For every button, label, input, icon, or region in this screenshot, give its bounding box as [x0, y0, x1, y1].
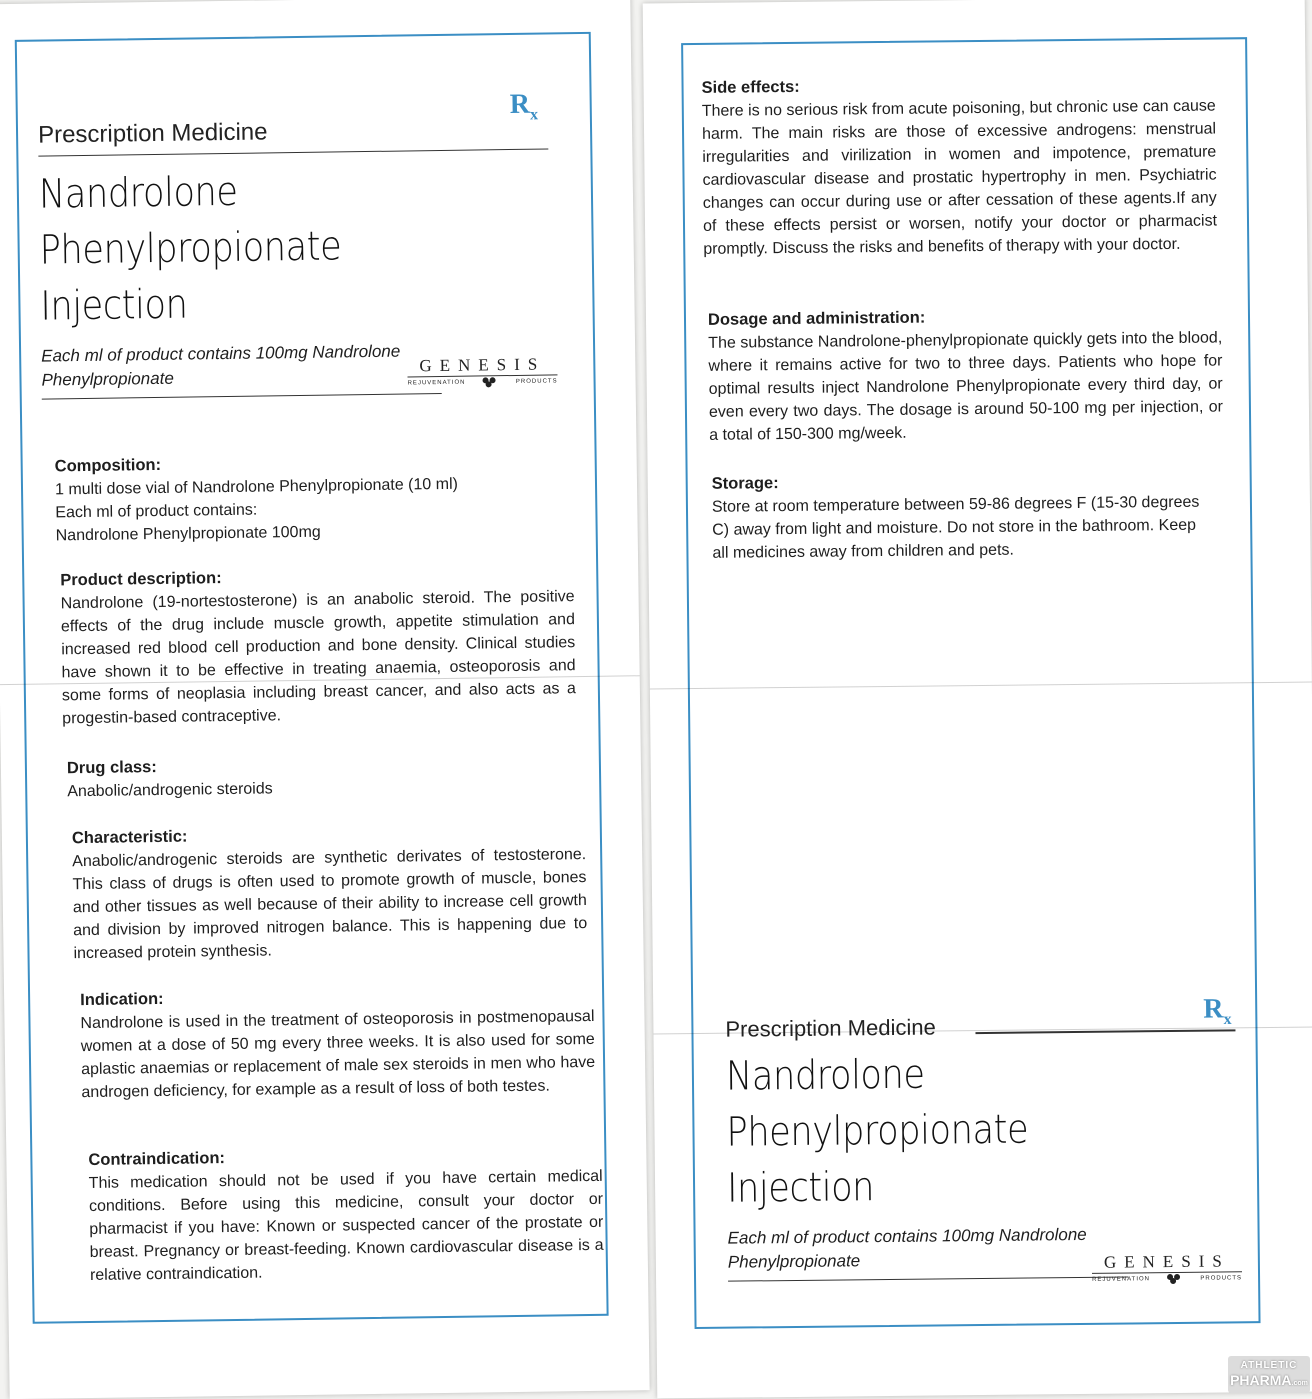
characteristic-section: Characteristic: Anabolic/androgenic steroids are synthetic derivates of testosterone. This class of drugs is often used to promote growth of muscle, bones and other tissues as well because of their ability to increase cell growth and division by improved nitrogen balance. This is happening due to increased protein synthesis. — [72, 820, 588, 965]
side-effects-heading: Side effects: — [701, 77, 800, 97]
rx-icon: $R_x$ — [1203, 993, 1232, 1029]
composition-section: Composition: 1 multi dose vial of Nandrolone Phenylpropionate (10 ml) Each ml of product contains: Nandrolone Phenylpropionate 100mg — [55, 448, 556, 547]
description-section: Product description: Nandrolone (19-nortestosterone) is an anabolic steroid. The positive effects of the drug include muscle growth, appetite stimulation and increased red blood cell production and bone density. Clinical studies have shown it to be effective in treating anaemia, osteoporosis and some forms of neoplasia including breast cancer, and also acts as a progestin-based contraceptive. — [60, 562, 576, 730]
rx-icon: $R_x$ — [509, 88, 539, 124]
storage-section: Storage: Store at room temperature between 59-86 degrees F (15-30 degrees C) away from light and moisture. Do not store in the bathroom. Keep all medicines away from children and pets. — [712, 468, 1203, 565]
dosage-section: Dosage and administration: The substance Nandrolone-phenylpropionate quickly gets into the blood, where it remains active for two to three days. Patients who hope for optimal results inject Nandrolone Phenylpropionate every third day, or even every two days. The dosage is around 50-100 mg per injection, or a total of 150-300 mg/week. — [708, 303, 1223, 446]
product-subtitle: Each ml of product contains 100mg Nandrolone Phenylpropionate — [727, 1222, 1128, 1281]
contraindication-heading: Contraindication: — [88, 1149, 226, 1169]
drug-class-section: Drug class: Anabolic/androgenic steroids — [67, 750, 568, 803]
drug-class-heading: Drug class: — [66, 758, 157, 778]
indication-heading: Indication: — [80, 989, 164, 1010]
indication-section: Indication: Nandrolone is used in the treatment of osteoporosis in postmenopausal women at a dose of 50 mg every three weeks. It is also used for some aplastic anaemias or replacement of male sex steroids in men who have androgen deficiency, for example as a result of loss of both testes. — [80, 982, 596, 1104]
watermark-logo: ATHLETIC PHARMA.com — [1228, 1356, 1310, 1393]
genesis-logo: GENESIS REJUVENATION PRODUCTS — [407, 354, 558, 386]
left-leaflet-page — [0, 0, 650, 1399]
product-header-bottom — [725, 1011, 1238, 1281]
product-subtitle: Each ml of product contains 100mg Nandrolone Phenylpropionate — [41, 339, 442, 400]
composition-heading: Composition: — [54, 455, 162, 476]
logo-dots-icon — [483, 377, 499, 386]
description-heading: Product description: — [60, 569, 222, 590]
logo-dots-icon — [1167, 1274, 1183, 1283]
contraindication-section: Contraindication: This medication should not be used if you have certain medical conditions. Before using this medicine, consult your doctor or pharmacist if you have: Known or suspected cancer of the prostate or breast. Pregnancy or breast-feeding. Known cardiovascular disease is a relative contraindication. — [88, 1142, 604, 1287]
right-leaflet-page — [643, 0, 1312, 1398]
product-title: Nandrolone Phenylpropionate Injection — [38, 168, 342, 330]
prescription-label: Prescription Medicine — [725, 1014, 936, 1042]
genesis-logo: GENESIS REJUVENATION PRODUCTS — [1092, 1251, 1243, 1283]
prescription-label: Prescription Medicine — [38, 114, 548, 156]
dosage-heading: Dosage and administration: — [707, 308, 926, 329]
characteristic-heading: Characteristic: — [71, 827, 188, 848]
storage-heading: Storage: — [711, 474, 779, 493]
product-title: Nandrolone Phenylpropionate Injection — [725, 1051, 1029, 1212]
side-effects-section: Side effects: There is no serious risk from acute poisoning, but chronic use can cause harm. The main risks are those of excessive androgens: menstrual irregularities and virilization in women and impotence, premature cardiovascular disease and prostatic hypertrophy in men. Psychiatric changes can occur during use or after cessation of these agents.If any of these effects persist or worsen, notify your doctor or pharmacist promptly. Discuss the risks and benefits of therapy with your doctor. — [701, 72, 1217, 261]
